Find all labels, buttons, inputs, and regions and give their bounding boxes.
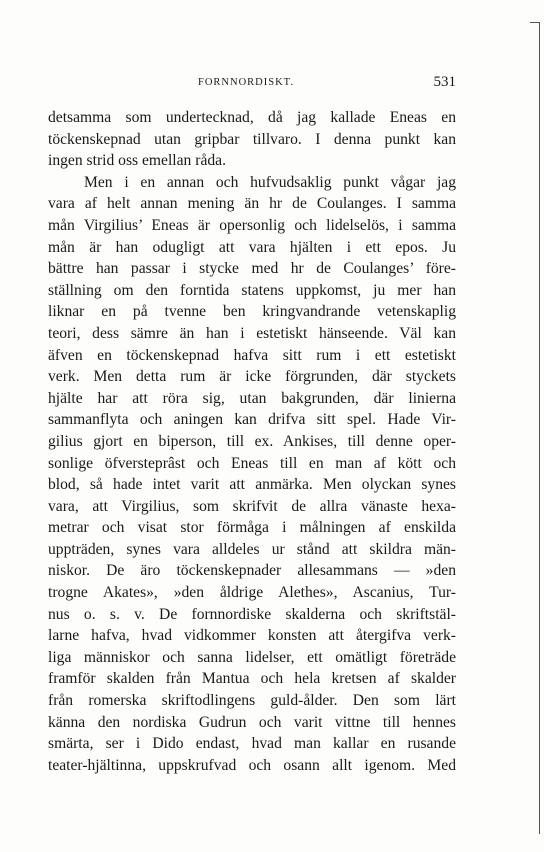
running-title: FORNNORDISKT. [198,77,294,88]
page-number: 531 [433,74,456,90]
text-line: detsamma som undertecknad, då jag kallade Eneas en [48,109,456,126]
text-line: gilius gjort en biperson, till ex. Ankises, till denne oper- [48,432,456,450]
page-edge-line [539,22,540,834]
text-line: liga människor och sanna lidelser, ett omätligt företräde [48,648,456,666]
text-line: blod, så hade intet varit att anmärka. Men olyckan synes [48,476,456,494]
running-head [48,74,456,92]
text-line: teori, dess sämre än han i estetiskt hänseende. Väl kan [48,324,456,342]
text-line: vara af helt annan mening än hr de Coulanges. I samma [48,195,456,213]
text-line: sonlige öfversteprâst och Eneas till en man af kött och [48,454,456,472]
body-text [48,107,456,776]
text-line: töckenskepnad utan gripbar tillvaro. I denna punkt kan [48,130,456,148]
text-line: mån är han odugligt att vara hjälten i ett epos. Ju [48,238,456,256]
text-line: sammanflyta och aningen kan drifva sitt spel. Hade Vir- [48,411,456,429]
text-line: mån Virgilius’ Eneas är opersonlig och lidelselös, i samma [48,216,456,234]
text-line: framför skalden från Mantua och hela kretsen af skalder [48,670,456,688]
text-line: verk. Men detta rum är icke förgrunden, där styckets [48,368,456,386]
page-edge-corner [530,22,540,23]
text-line: hjälte har att röra sig, utan bakgrunden, där linierna [48,389,456,407]
text-line: känna den nordiska Gudrun och varit vittne till hennes [48,713,456,731]
text-line: larne hafva, hvad vidkommer konsten att återgifva verk- [48,627,456,645]
text-line: nus o. s. v. De fornnordiske skalderna och skriftstäl- [48,605,456,623]
text-line: smärta, ser i Dido endast, hvad man kallar en rusande [48,735,456,753]
text-line: niskor. De äro töckenskepnader allesammans — »den [48,562,456,580]
text-line: uppträden, synes vara alldeles ur stånd att skildra män- [48,540,456,558]
text-line: bättre han passar i stycke med hr de Coulanges’ före- [48,260,456,278]
text-line: teater-hjältinna, uppskrufvad och osann allt igenom. Med [48,756,456,774]
text-line: metrar och visat stor förmåga i målningen af enskilda [48,519,456,537]
text-line: ingen strid oss emellan råda. [48,152,226,170]
text-line: trogne Akates», »den åldrige Alethes», Ascanius, Tur- [48,584,456,602]
text-line: från romerska skriftodlingens guld-ålder. Den som lärt [48,692,456,710]
text-line: vara, att Virgilius, som skrifvit de allra vänaste hexa- [48,497,456,515]
text-line: äfven en töckenskepnad hafva sitt rum i ett estetiskt [48,346,456,364]
text-line: Men i en annan och hufvudsaklig punkt vågar jag [84,173,456,191]
text-line: ställning om den forntida statens uppkomst, ju mer han [48,281,456,299]
text-line: liknar en på tvenne ben kringvandrande vetenskaplig [48,303,456,321]
